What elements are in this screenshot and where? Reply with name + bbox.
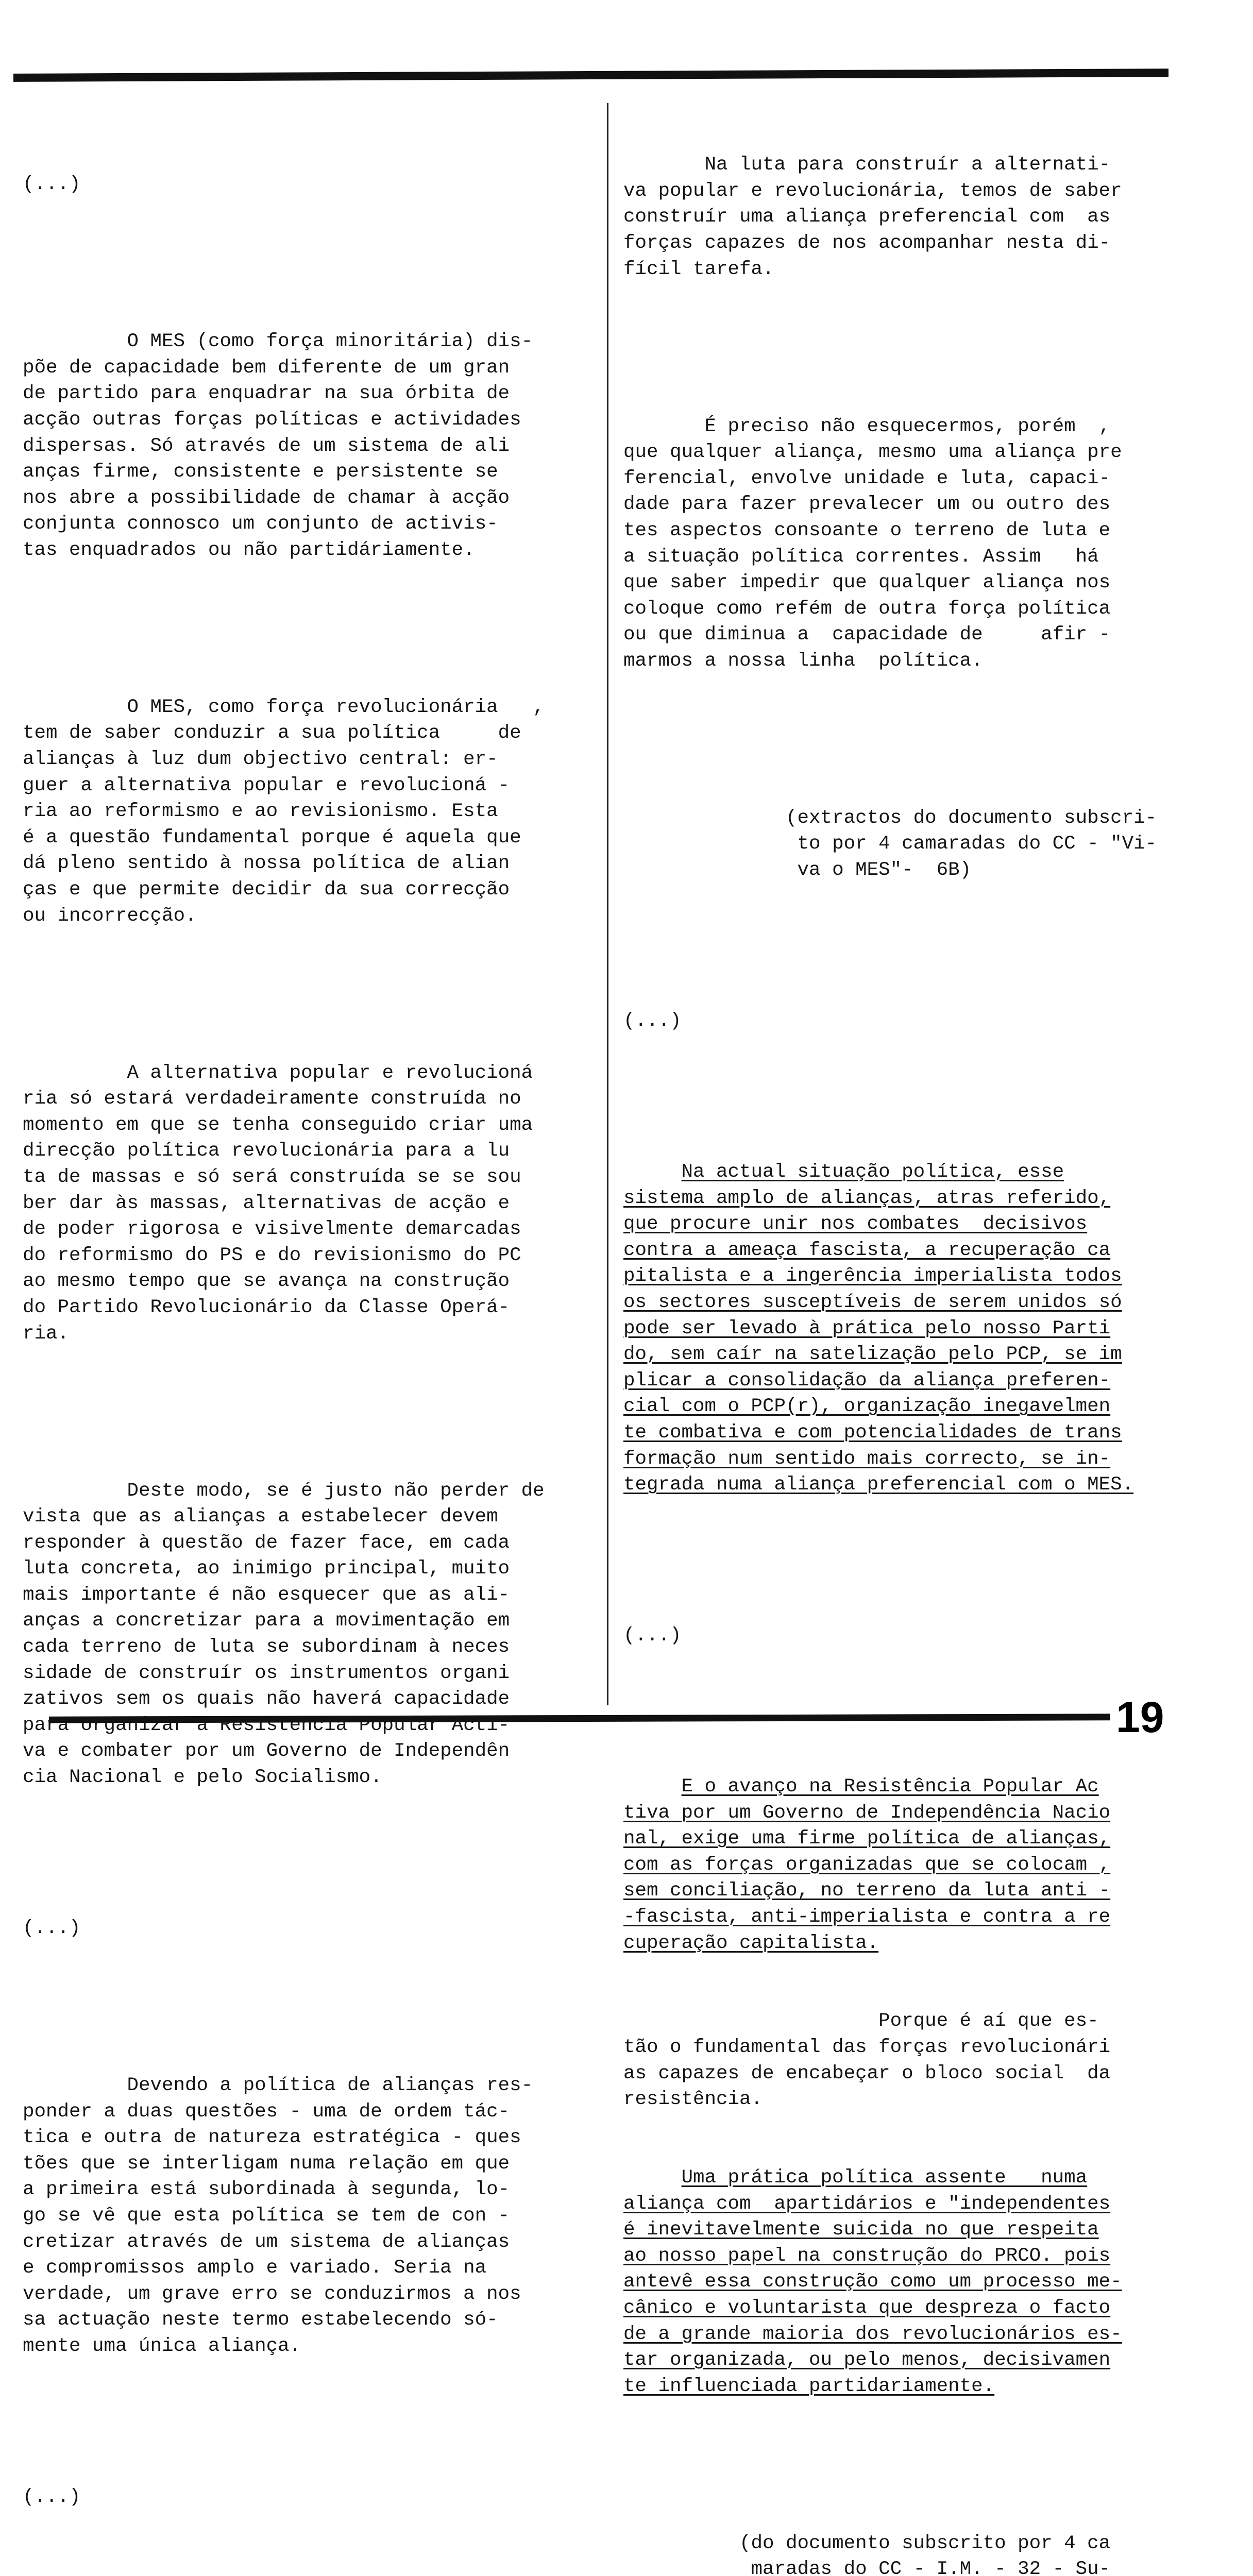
underlined-line xyxy=(623,1211,1170,1238)
underlined-line xyxy=(623,1316,1170,1342)
text-line: para organizar a Resistência Popular Acti- xyxy=(23,1714,510,1736)
underlined-line xyxy=(623,1342,1170,1368)
source-citation-2 xyxy=(623,2531,1170,2576)
text-line: que saber impedir que qualquer aliança nos xyxy=(623,572,1111,594)
left-column xyxy=(23,120,600,2536)
text-line: de poder rigorosa e visivelmente demarcadas xyxy=(23,1218,521,1241)
underlined-text: sem conciliação, no terreno da luta anti - xyxy=(623,1880,1111,1902)
text-line: acção outras forças políticas e actividades xyxy=(23,409,521,431)
text-line: A alternativa popular e revolucioná xyxy=(23,1062,533,1084)
underlined-text: aliança com apartidários e "independentes xyxy=(623,2193,1111,2215)
text-line: O MES, como força revolucionária , xyxy=(23,696,545,718)
left-paragraph-4 xyxy=(23,1478,600,1791)
text-line: anças a concretizar para a movimentação em xyxy=(23,1610,510,1632)
text-line: ria ao reformismo e ao revisionismo. Esta xyxy=(23,801,498,823)
text-line: do Partido Revolucionário da Classe Operá- xyxy=(23,1296,510,1318)
ellipsis-right-1: (...) xyxy=(623,1010,682,1032)
text-line: mente uma única aliança. xyxy=(23,2335,301,2357)
right-paragraph-4-rest xyxy=(623,2008,1170,2112)
text-line: guer a alternativa popular e revolucioná - xyxy=(23,774,510,796)
text-line: fícil tarefa. xyxy=(623,258,774,280)
underlined-line xyxy=(623,1159,1170,1185)
text-line: Devendo a política de alianças res- xyxy=(23,2074,533,2096)
underlined-paragraph-4 xyxy=(623,1774,1170,1956)
text-line: é a questão fundamental porque é aquela que xyxy=(23,826,521,849)
underlined-line xyxy=(623,1238,1170,1264)
underlined-paragraph-5 xyxy=(623,2165,1170,2399)
underlined-text: tiva por um Governo de Independência Nacio xyxy=(623,1802,1111,1824)
underlined-line xyxy=(623,1800,1170,1826)
underlined-text: cânico e voluntarista que despreza o facto xyxy=(623,2297,1111,2319)
left-paragraph-5 xyxy=(23,2073,600,2360)
underlined-line xyxy=(623,1290,1170,1316)
underlined-line xyxy=(623,2269,1170,2295)
right-paragraph-2 xyxy=(623,414,1170,674)
underlined-text: Uma prática política assente numa xyxy=(681,2166,1088,2189)
underlined-text: te influenciada partidariamente. xyxy=(623,2375,995,2397)
underlined-text: tegrada numa aliança preferencial com o MES. xyxy=(623,1474,1134,1496)
source-citation-1 xyxy=(623,805,1170,884)
underlined-line xyxy=(623,2374,1170,2400)
right-paragraph-1 xyxy=(623,152,1170,282)
text-line: marmos a nossa linha política. xyxy=(623,650,983,672)
text-line: mais importante é não esquecer que as ali- xyxy=(23,1584,510,1606)
text-line: resistência. xyxy=(623,2089,763,2111)
text-line: Deste modo, se é justo não perder de xyxy=(23,1480,545,1502)
text-line: cada terreno de luta se subordinam à neces xyxy=(23,1636,510,1658)
text-line: É preciso não esquecermos, porém , xyxy=(623,415,1111,437)
underlined-text: formação num sentido mais correcto, se in- xyxy=(623,1448,1111,1470)
text-line: to por 4 camaradas do CC - "Vi- xyxy=(623,833,1157,855)
text-line: anças firme, consistente e persistente se xyxy=(23,461,498,483)
text-line: dade para fazer prevalecer um ou outro des xyxy=(623,494,1111,516)
underlined-text: contra a ameaça fascista, a recuperação ca xyxy=(623,1239,1111,1261)
underlined-line xyxy=(623,1185,1170,1212)
text-line: Porque é aí que es- xyxy=(623,2010,1099,2032)
text-line: as capazes de encabeçar o bloco social da xyxy=(623,2062,1111,2084)
text-line: va o MES"- 6B) xyxy=(623,859,972,882)
ellipsis-bottom: (...) xyxy=(23,2486,81,2508)
underlined-line xyxy=(623,1368,1170,1394)
underlined-line xyxy=(623,1472,1170,1498)
text-line: va e combater por um Governo de Independên xyxy=(23,1740,510,1762)
text-line: tão o fundamental das forças revolucionári xyxy=(623,2036,1111,2058)
text-line: cia Nacional e pelo Socialismo. xyxy=(23,1767,382,1789)
text-line: a primeira está subordinada à segunda, lo- xyxy=(23,2179,510,2201)
left-paragraph-3 xyxy=(23,1060,600,1347)
underlined-line xyxy=(623,1774,1170,1800)
text-line: verdade, um grave erro se conduzirmos a nos xyxy=(23,2283,521,2305)
text-line: ao mesmo tempo que se avança na construção xyxy=(23,1270,510,1293)
text-line: responder à questão de fazer face, em cada xyxy=(23,1532,510,1554)
text-line: de partido para enquadrar na sua órbita de xyxy=(23,383,510,405)
text-line: sidade de construír os instrumentos organi xyxy=(23,1662,510,1684)
left-paragraph-2 xyxy=(23,694,600,929)
text-line: sa actuação neste termo estabelecendo só- xyxy=(23,2309,498,2331)
underlined-text: ao nosso papel na construção do PRCO. pois xyxy=(623,2245,1111,2267)
text-line: tem de saber conduzir a sua política de xyxy=(23,722,521,744)
text-line: ber dar às massas, alternativas de acção e xyxy=(23,1192,510,1214)
text-line: e compromissos amplo e variado. Seria na xyxy=(23,2257,487,2279)
underlined-line xyxy=(623,2191,1170,2217)
underlined-text: cial com o PCP(r), organização inegavelmen xyxy=(623,1396,1111,1418)
text-line: nos abre a possibilidade de chamar à acção xyxy=(23,487,510,509)
underlined-line xyxy=(623,2217,1170,2243)
text-line: dispersas. Só através de um sistema de ali xyxy=(23,435,510,457)
underlined-line xyxy=(623,2165,1170,2191)
text-line: O MES (como força minoritária) dis- xyxy=(23,331,533,353)
underlined-line xyxy=(623,2295,1170,2321)
underlined-text: plicar a consolidação da aliança preferen- xyxy=(623,1369,1111,1392)
text-line: coloque como refém de outra força política xyxy=(623,598,1111,620)
text-line: va popular e revolucionária, temos de saber xyxy=(623,180,1122,202)
ellipsis-top: (...) xyxy=(23,174,81,196)
text-line: forças capazes de nos acompanhar nesta di- xyxy=(623,232,1111,254)
underlined-line xyxy=(623,2347,1170,2374)
text-line: do reformismo do PS e do revisionismo do PC xyxy=(23,1244,521,1266)
right-column xyxy=(623,100,1170,2576)
underlined-text: é inevitavelmente suicida no que respeita xyxy=(623,2219,1099,2241)
underlined-line xyxy=(623,1394,1170,1420)
text-line: a situação política correntes. Assim há xyxy=(623,546,1099,568)
underlined-text: pode ser levado à prática pelo nosso Parti xyxy=(623,1317,1111,1340)
underlined-text: do, sem caír na satelização pelo PCP, se im xyxy=(623,1344,1122,1366)
ellipsis-right-2: (...) xyxy=(623,1625,682,1647)
underlined-text: pitalista e a ingerência imperialista todos xyxy=(623,1265,1122,1287)
text-line: maradas do CC - I.M. - 32 - Su- xyxy=(623,2558,1111,2576)
text-line: construír uma aliança preferencial com as xyxy=(623,206,1111,228)
text-line: põe de capacidade bem diferente de um gran xyxy=(23,357,510,379)
underlined-text: te combativa e com potencialidades de trans xyxy=(623,1421,1122,1444)
text-line: cretizar através de um sistema de alianças xyxy=(23,2231,510,2253)
text-line: conjunta connosco um conjunto de activis- xyxy=(23,513,498,535)
underlined-text: Na actual situação política, esse xyxy=(681,1161,1064,1183)
text-line: dá pleno sentido à nossa política de alian xyxy=(23,853,510,875)
text-line: tas enquadrados ou não partidáriamente. xyxy=(23,539,475,561)
text-line: ou que diminua a capacidade de afir - xyxy=(623,624,1111,646)
underlined-text: sistema amplo de alianças, atras referido, xyxy=(623,1187,1111,1209)
underlined-line xyxy=(623,1420,1170,1446)
underlined-paragraph-3 xyxy=(623,1159,1170,1498)
text-line: momento em que se tenha conseguido criar uma xyxy=(23,1114,533,1136)
underlined-line xyxy=(623,1904,1170,1930)
underlined-line xyxy=(623,1263,1170,1290)
underlined-line xyxy=(623,2321,1170,2348)
underlined-text: antevê essa construção como um processo me- xyxy=(623,2271,1122,2293)
text-line: Na luta para construír a alternati- xyxy=(623,154,1111,176)
underlined-line xyxy=(623,1446,1170,1472)
text-line: alianças à luz dum objectivo central: er- xyxy=(23,749,498,771)
text-line: ria. xyxy=(23,1323,70,1345)
page-number: 19 xyxy=(1116,1693,1164,1741)
underlined-line xyxy=(623,2243,1170,2269)
text-line: ria só estará verdadeiramente construída no xyxy=(23,1088,521,1110)
underlined-text: que procure unir nos combates decisivos xyxy=(623,1213,1088,1235)
underlined-text: com as forças organizadas que se colocam , xyxy=(623,1854,1111,1876)
underlined-text: os sectores susceptíveis de serem unidos só xyxy=(623,1291,1122,1313)
text-line: ferencial, envolve unidade e luta, capaci- xyxy=(623,467,1111,489)
text-line: (extractos do documento subscri- xyxy=(623,807,1157,829)
underlined-text: E o avanço na Resistência Popular Ac xyxy=(681,1776,1099,1798)
text-line: tes aspectos consoante o terreno de luta e xyxy=(623,519,1111,541)
text-line: que qualquer aliança, mesmo uma aliança pre xyxy=(623,442,1122,464)
text-line: tica e outra de natureza estratégica - ques xyxy=(23,2127,521,2149)
underlined-line xyxy=(623,1826,1170,1852)
text-line: ta de massas e só será construída se se sou xyxy=(23,1166,521,1188)
text-line: direcção política revolucionária para a lu xyxy=(23,1140,510,1162)
text-line: ças e que permite decidir da sua correcção xyxy=(23,879,510,901)
underlined-text: tar organizada, ou pelo menos, decisivamen xyxy=(623,2349,1111,2371)
text-line: go se vê que esta política se tem de con - xyxy=(23,2205,510,2227)
text-line: luta concreta, ao inimigo principal, muito xyxy=(23,1558,510,1580)
top-rule xyxy=(13,69,1169,82)
column-divider xyxy=(607,103,608,1705)
underlined-text: nal, exige uma firme política de alianças, xyxy=(623,1828,1111,1850)
underlined-line xyxy=(623,1852,1170,1878)
text-line: zativos sem os quais não haverá capacidade xyxy=(23,1688,510,1710)
text-line: (do documento subscrito por 4 ca xyxy=(623,2532,1111,2554)
left-paragraph-1 xyxy=(23,329,600,563)
text-line: ponder a duas questões - uma de ordem tác- xyxy=(23,2100,510,2123)
underlined-line xyxy=(623,1878,1170,1904)
underlined-line xyxy=(623,1930,1170,1957)
text-line: ou incorrecção. xyxy=(23,905,197,927)
underlined-text: de a grande maioria dos revolucionários es- xyxy=(623,2323,1122,2345)
text-line: vista que as alianças a estabelecer devem xyxy=(23,1506,498,1528)
underlined-text: cuperação capitalista. xyxy=(623,1932,879,1954)
underlined-text: -fascista, anti-imperialista e contra a re xyxy=(623,1906,1111,1928)
ellipsis-middle: (...) xyxy=(23,1918,81,1939)
text-line: tões que se interligam numa relação em que xyxy=(23,2153,510,2175)
